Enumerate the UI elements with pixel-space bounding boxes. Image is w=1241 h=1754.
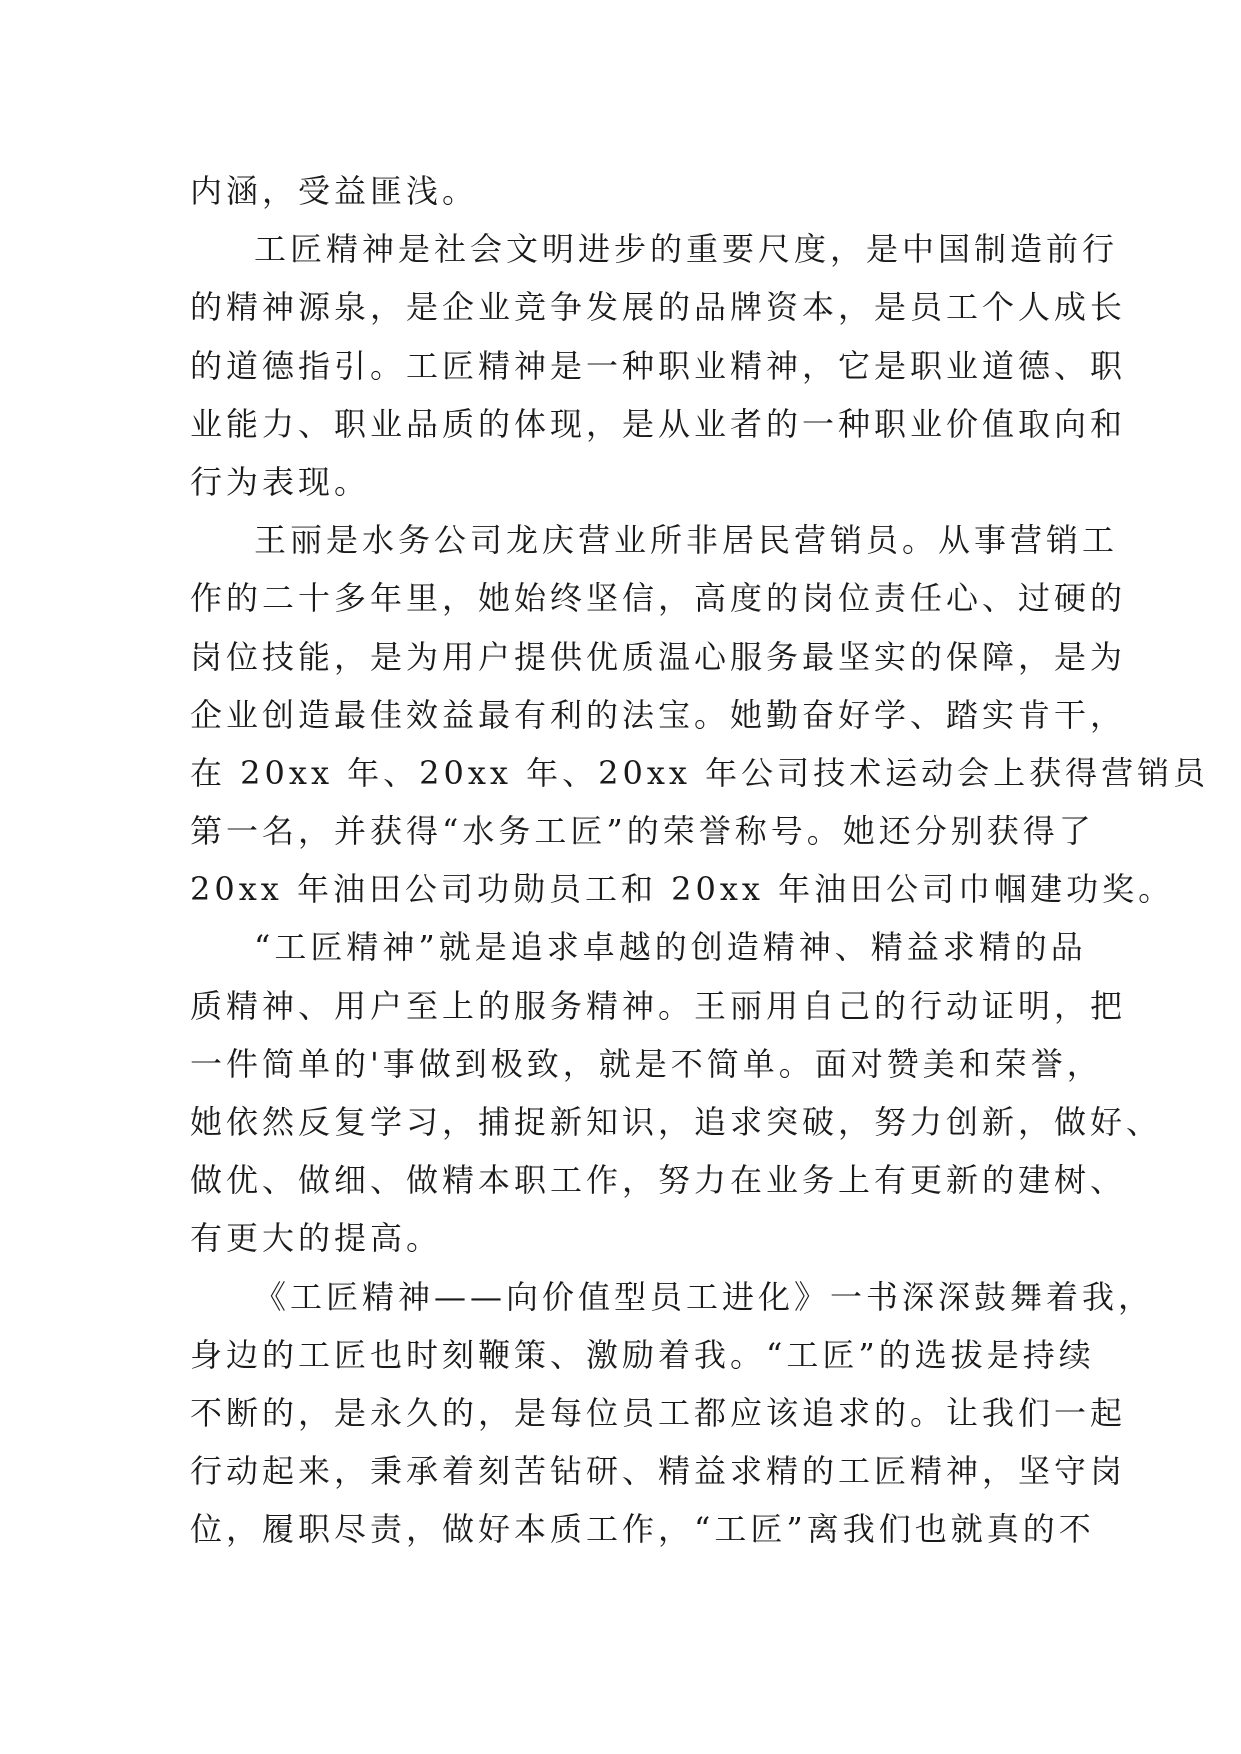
text-line: 位，履职尽责，做好本质工作，“工匠”离我们也就真的不 [190, 1510, 1095, 1549]
document-body [190, 162, 1210, 1559]
text-line: 身边的工匠也时刻鞭策、激励着我。“工匠”的选拔是持续 [190, 1335, 1095, 1374]
text-line: 《工匠精神——向价值型员工进化》一书深深鼓舞着我， [254, 1277, 1155, 1316]
text-line: 有更大的提高。 [190, 1219, 443, 1258]
text-line: 的精神源泉，是企业竞争发展的品牌资本，是员工个人成长 [190, 288, 1127, 327]
text-line: 作的二十多年里，她始终坚信，高度的岗位责任心、过硬的 [190, 579, 1127, 618]
text-line: 行动起来，秉承着刻苦钻研、精益求精的工匠精神，坚守岗 [190, 1452, 1127, 1491]
text-line: 做优、做细、做精本职工作，努力在业务上有更新的建树、 [190, 1161, 1127, 1200]
text-line: 业能力、职业品质的体现，是从业者的一种职业价值取向和 [190, 404, 1127, 443]
text-line: “工匠精神”就是追求卓越的创造精神、精益求精的品 [254, 928, 1087, 967]
text-line: 她依然反复学习，捕捉新知识，追求突破，努力创新，做好、 [190, 1103, 1163, 1141]
text-line: 第一名，并获得“水务工匠”的荣誉称号。她还分别获得了 [190, 812, 1095, 851]
text-line: 的道德指引。工匠精神是一种职业精神，它是职业道德、职 [190, 346, 1127, 385]
text-line: 质精神、用户至上的服务精神。王丽用自己的行动证明，把 [190, 986, 1127, 1025]
text-line: 工匠精神是社会文明进步的重要尺度，是中国制造前行 [254, 230, 1119, 269]
text-line: 内涵，受益匪浅。 [190, 172, 479, 210]
text-line: 岗位技能，是为用户提供优质温心服务最坚实的保障，是为 [190, 637, 1127, 676]
text-line: 一件简单的'事做到极致，就是不简单。面对赞美和荣誉， [190, 1044, 1103, 1083]
text-line: 20xx 年油田公司功勋员工和 20xx 年油田公司巾帼建功奖。 [190, 870, 1175, 909]
text-line: 不断的，是永久的，是每位员工都应该追求的。让我们一起 [190, 1393, 1127, 1432]
text-line: 王丽是水务公司龙庆营业所非居民营销员。从事营销工 [254, 521, 1119, 560]
text-line: 在 20xx 年、20xx 年、20xx 年公司技术运动会上获得营销员 [190, 753, 1210, 792]
text-line: 行为表现。 [190, 462, 371, 501]
text-line: 企业创造最佳效益最有利的法宝。她勤奋好学、踏实肯干， [190, 695, 1127, 734]
